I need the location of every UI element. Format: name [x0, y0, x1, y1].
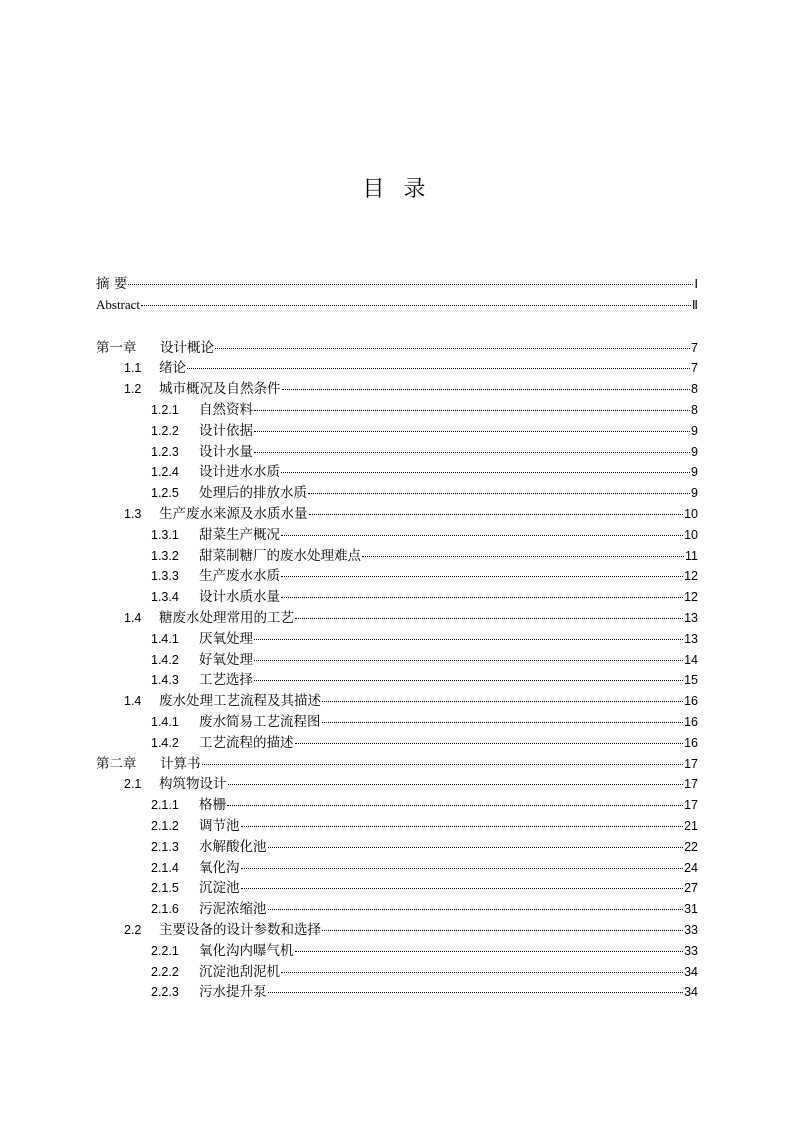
- dot-leader: [362, 556, 684, 557]
- toc-page-number: 14: [684, 652, 698, 667]
- toc-entry[interactable]: [96, 400, 698, 421]
- toc-entry-number: 1.2: [124, 382, 142, 397]
- toc-entry-text: 氧化沟: [199, 859, 240, 876]
- dot-leader: [281, 597, 683, 598]
- toc-entry[interactable]: [96, 733, 698, 754]
- toc-page-number: 8: [691, 382, 698, 397]
- toc-page-number: 16: [684, 694, 698, 709]
- toc-entry[interactable]: [96, 878, 698, 899]
- toc-entry[interactable]: [96, 650, 698, 671]
- toc-entry-number: 1.2.1: [151, 402, 179, 417]
- toc-entry-number: 第一章: [96, 339, 137, 356]
- dot-leader: [322, 722, 684, 723]
- toc-entry-number: 1.3.2: [151, 548, 179, 563]
- page-title: 目 录: [362, 177, 432, 202]
- toc-entry-text: 氧化沟内曝气机: [199, 942, 294, 959]
- toc-entry-number: 1.3.4: [151, 590, 179, 605]
- toc-entry-text: 甜菜生产概况: [199, 526, 280, 543]
- toc-page-number: 17: [684, 777, 698, 792]
- toc-page-number: 11: [685, 548, 698, 563]
- toc-page-number: 24: [684, 860, 698, 875]
- toc-entry-text: 设计水量: [199, 443, 253, 460]
- toc-page-number: Ⅰ: [694, 277, 698, 291]
- toc-entry-number: 2.1.3: [151, 839, 179, 854]
- toc-entry-number: 1.3.1: [151, 527, 179, 542]
- toc-entry[interactable]: [96, 795, 698, 816]
- toc-entries: [96, 338, 698, 1004]
- toc-entry[interactable]: [96, 816, 698, 837]
- toc-entry-text: 甜菜制糖厂的废水处理难点: [199, 547, 361, 564]
- toc-entry[interactable]: [96, 504, 698, 525]
- toc-entry-number: 2.2.2: [151, 964, 179, 979]
- toc-entry[interactable]: [96, 462, 698, 483]
- toc-entry-text: 好氧处理: [199, 651, 253, 668]
- toc-entry-text: 厌氧处理: [199, 630, 253, 647]
- dot-leader: [322, 701, 683, 702]
- toc-entry-text: 设计水质水量: [199, 589, 280, 606]
- toc-entry-number: 1.2.3: [151, 444, 179, 459]
- toc-page-number: 34: [684, 964, 698, 979]
- toc-entry[interactable]: [96, 608, 698, 629]
- toc-page-number: 17: [684, 756, 698, 771]
- toc-entry[interactable]: [96, 483, 698, 504]
- toc-page-number: 33: [684, 943, 698, 958]
- toc-entry-number: 1.2.2: [151, 423, 179, 438]
- dot-leader: [254, 410, 690, 411]
- toc-page-number: 27: [684, 881, 698, 896]
- toc-entry-text: 主要设备的设计参数和选择: [159, 921, 321, 938]
- dot-leader: [281, 472, 690, 473]
- toc-entry-text: 糖废水处理常用的工艺: [159, 609, 294, 626]
- toc-page-number: 7: [691, 340, 698, 355]
- toc-entry[interactable]: [96, 941, 698, 962]
- dot-leader: [295, 951, 684, 952]
- toc-entry-number: 1.4: [124, 694, 142, 709]
- toc-entry-abstract-cn[interactable]: [96, 274, 698, 295]
- toc-page-number: 10: [684, 527, 698, 542]
- dot-leader: [228, 784, 684, 785]
- dot-leader: [308, 493, 690, 494]
- toc-entry[interactable]: [96, 712, 698, 733]
- dot-leader: [254, 452, 690, 453]
- toc-entry-text: 计算书: [160, 755, 201, 772]
- dot-leader: [254, 680, 683, 681]
- toc-entry-text: 沉淀池: [199, 880, 240, 897]
- table-of-contents: [96, 274, 698, 1003]
- toc-page-number: 17: [684, 798, 698, 813]
- toc-entry-text: 工艺流程的描述: [199, 734, 294, 751]
- dot-leader: [268, 847, 684, 848]
- toc-entry-number: 2.1.4: [151, 860, 179, 875]
- dot-leader: [282, 389, 691, 390]
- toc-entry[interactable]: [96, 962, 698, 983]
- toc-entry-number: 2.1.1: [151, 798, 179, 813]
- toc-entry-number: 2.1.2: [151, 818, 179, 833]
- toc-page-number: 15: [684, 673, 698, 688]
- toc-entry-text: 格栅: [199, 797, 226, 814]
- toc-entry-text: 摘 要: [96, 276, 128, 292]
- toc-entry-text: 设计进水水质: [199, 464, 280, 481]
- toc-entry-number: 2.1: [124, 777, 142, 792]
- toc-entry-text: 调节池: [199, 817, 240, 834]
- toc-entry-text: 生产废水水质: [199, 568, 280, 585]
- toc-entry-text: 水解酸化池: [199, 838, 267, 855]
- dot-leader: [268, 992, 684, 993]
- dot-leader: [309, 514, 684, 515]
- dot-leader: [141, 305, 691, 306]
- toc-entry[interactable]: [96, 421, 698, 442]
- dot-leader: [254, 639, 683, 640]
- toc-entry-number: 1.3.3: [151, 569, 179, 584]
- toc-page-number: Ⅱ: [691, 297, 698, 312]
- toc-entry-number: 2.1.5: [151, 881, 179, 896]
- toc-entry-text: 设计依据: [199, 422, 253, 439]
- dot-leader: [128, 284, 693, 285]
- toc-entry[interactable]: [96, 338, 698, 359]
- toc-entry[interactable]: [96, 982, 698, 1003]
- toc-entry-text: 自然资料: [199, 401, 253, 418]
- dot-leader: [241, 826, 684, 827]
- toc-page-number: 8: [691, 402, 698, 417]
- toc-entry[interactable]: [96, 629, 698, 650]
- dot-leader: [241, 868, 684, 869]
- dot-leader: [241, 888, 684, 889]
- dot-leader: [295, 743, 684, 744]
- toc-entry[interactable]: [96, 379, 698, 400]
- toc-entry-text: 沉淀池刮泥机: [199, 963, 280, 980]
- toc-page-number: 13: [684, 631, 698, 646]
- toc-entry-number: 1.4: [124, 610, 142, 625]
- toc-page-number: 16: [684, 714, 698, 729]
- toc-entry[interactable]: [96, 899, 698, 920]
- toc-entry-text: 设计概论: [160, 339, 214, 356]
- toc-entry-number: 2.2.3: [151, 985, 179, 1000]
- toc-page-number: 21: [684, 818, 698, 833]
- toc-entry-text: Abstract: [96, 296, 141, 312]
- toc-entry-text: 废水简易工艺流程图: [199, 713, 321, 730]
- toc-entry[interactable]: [96, 587, 698, 608]
- dot-leader: [202, 764, 684, 765]
- dot-leader: [322, 930, 683, 931]
- dot-leader: [281, 972, 683, 973]
- toc-entry-number: 2.2.1: [151, 943, 179, 958]
- toc-entry-number: 1.3: [124, 506, 142, 521]
- toc-entry[interactable]: [96, 774, 698, 795]
- toc-page-number: 16: [684, 735, 698, 750]
- toc-page-number: 12: [684, 590, 698, 605]
- toc-entry-number: 第二章: [96, 755, 137, 772]
- dot-leader: [268, 909, 684, 910]
- toc-entry-number: 1.4.2: [151, 652, 179, 667]
- toc-page-number: 9: [691, 423, 698, 438]
- toc-entry[interactable]: [96, 837, 698, 858]
- toc-entry-text: 处理后的排放水质: [199, 485, 307, 502]
- toc-entry-text: 工艺选择: [199, 672, 253, 689]
- toc-page-number: 9: [691, 486, 698, 501]
- toc-entry-text: 污水提升泵: [199, 984, 267, 1001]
- toc-entry-text: 构筑物设计: [159, 776, 227, 793]
- toc-entry-number: 1.4.1: [151, 631, 179, 646]
- toc-page-number: 34: [684, 985, 698, 1000]
- toc-entry[interactable]: [96, 754, 698, 775]
- dot-leader: [281, 535, 683, 536]
- toc-entry-abstract-en[interactable]: [96, 295, 698, 316]
- toc-entry[interactable]: [96, 920, 698, 941]
- dot-leader: [227, 805, 683, 806]
- toc-entry[interactable]: [96, 442, 698, 463]
- toc-page-number: 22: [684, 839, 698, 854]
- toc-page-number: 7: [691, 361, 698, 376]
- toc-page-number: 10: [684, 506, 698, 521]
- toc-entry[interactable]: [96, 858, 698, 879]
- toc-entry[interactable]: [96, 691, 698, 712]
- toc-entry-number: 1.1: [124, 361, 142, 376]
- dot-leader: [187, 368, 690, 369]
- toc-entry-text: 生产废水来源及水质水量: [159, 505, 308, 522]
- toc-entry-number: 1.4.1: [151, 714, 179, 729]
- toc-entry[interactable]: [96, 670, 698, 691]
- toc-page-number: 31: [684, 902, 698, 917]
- dot-leader: [254, 660, 683, 661]
- dot-leader: [295, 618, 683, 619]
- toc-entry-number: 1.4.2: [151, 735, 179, 750]
- toc-page-number: 13: [684, 610, 698, 625]
- dot-leader: [254, 431, 690, 432]
- toc-page-number: 9: [691, 465, 698, 480]
- toc-entry[interactable]: [96, 525, 698, 546]
- toc-entry-number: 2.1.6: [151, 902, 179, 917]
- toc-entry[interactable]: [96, 546, 698, 567]
- toc-entry-number: 1.4.3: [151, 673, 179, 688]
- toc-page-number: 9: [691, 444, 698, 459]
- dot-leader: [281, 576, 683, 577]
- toc-entry-text: 城市概况及自然条件: [159, 381, 281, 398]
- dot-leader: [215, 348, 690, 349]
- toc-entry[interactable]: [96, 566, 698, 587]
- toc-entry-number: 1.2.5: [151, 486, 179, 501]
- toc-entry-text: 废水处理工艺流程及其描述: [159, 693, 321, 710]
- toc-entry-number: 2.2: [124, 922, 142, 937]
- toc-entry-text: 绪论: [159, 360, 186, 377]
- toc-entry-number: 1.2.4: [151, 465, 179, 480]
- toc-page-number: 33: [684, 922, 698, 937]
- toc-page-number: 12: [684, 569, 698, 584]
- toc-entry-text: 污泥浓缩池: [199, 901, 267, 918]
- toc-entry[interactable]: [96, 358, 698, 379]
